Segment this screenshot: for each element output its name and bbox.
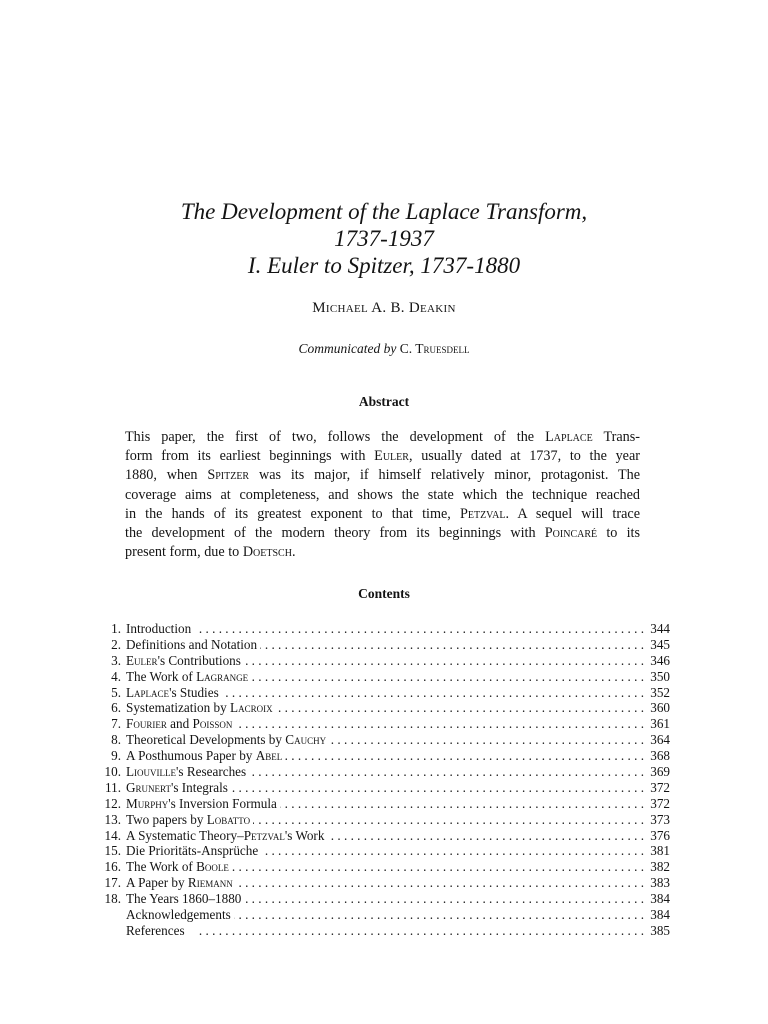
author-name <box>0 300 768 317</box>
toc-entry-page: 369 <box>650 764 670 780</box>
text-run: in the hands of its greatest exponent to that time, <box>125 505 460 522</box>
small-caps-name: Petzval <box>459 505 506 522</box>
toc-entry <box>96 923 670 939</box>
communicated-label: Communicated by <box>298 341 397 356</box>
toc-entry <box>96 669 670 685</box>
toc-dot-leader <box>285 748 644 764</box>
author-first-initial: M <box>312 300 326 316</box>
small-caps-name: Riemann <box>187 875 233 891</box>
toc-entry-title <box>126 685 222 701</box>
small-caps-name: Doetsch <box>242 544 292 561</box>
text-run: the development of the modern theory from its beginnings with <box>125 525 545 542</box>
toc-dot-leader <box>327 828 644 844</box>
toc-entry-title <box>126 748 285 764</box>
text-run: Two papers by <box>126 811 207 827</box>
toc-entry-page: 360 <box>650 700 670 716</box>
text-run: This paper, the first of two, follows the development of the <box>125 429 546 445</box>
abstract-line <box>125 486 640 505</box>
toc-entry <box>96 748 670 764</box>
toc-entry-page: 364 <box>650 732 670 748</box>
toc-entry-number: 5. <box>111 684 121 700</box>
toc-entry <box>96 907 670 923</box>
toc-entry <box>96 843 670 859</box>
text-run: Trans- <box>592 429 640 445</box>
small-caps-name: Fourier <box>126 716 167 732</box>
abstract-line <box>125 428 640 447</box>
title-line-1: The Development of the Laplace Transform, <box>180 199 588 224</box>
toc-entry-page: 383 <box>650 875 670 891</box>
toc-entry-title <box>126 891 244 907</box>
small-caps-name: Lobatto <box>206 811 251 827</box>
text-run: 's Integrals <box>170 779 228 795</box>
toc-entry-number: 4. <box>111 668 121 684</box>
abstract-text <box>125 428 640 562</box>
toc-entry-number: 6. <box>111 700 121 716</box>
small-caps-name: Euler <box>126 652 158 668</box>
toc-dot-leader <box>251 669 644 685</box>
toc-entry-title <box>126 700 276 716</box>
text-run: . A sequel will trace <box>505 505 640 522</box>
toc-entry <box>96 780 670 796</box>
abstract-line <box>125 447 640 466</box>
text-run: Acknowledgements <box>126 907 231 923</box>
toc-dot-leader <box>249 764 644 780</box>
toc-entry <box>96 716 670 732</box>
text-run: A Paper by <box>126 875 188 891</box>
paper-title <box>0 198 768 279</box>
toc-entry <box>96 796 670 812</box>
author-first-rest: ichael <box>325 300 369 316</box>
text-run: to its <box>597 525 640 542</box>
toc-entry <box>96 685 670 701</box>
abstract-line <box>125 505 640 524</box>
text-run: Introduction <box>126 621 192 636</box>
toc-entry-number: 18. <box>104 891 121 907</box>
toc-entry-page: 345 <box>650 636 670 652</box>
text-run: 's Studies <box>169 684 219 700</box>
communicator-initial: C. <box>396 341 416 356</box>
title-line-2: 1737-1937 <box>334 226 434 251</box>
toc-entry-page: 361 <box>650 716 670 732</box>
abstract-heading: Abstract <box>358 394 410 409</box>
small-caps-name: Liouville <box>126 764 177 780</box>
table-of-contents <box>96 621 670 939</box>
toc-entry-number: 9. <box>111 748 121 764</box>
text-run: Systematization by <box>126 700 231 716</box>
toc-dot-leader <box>194 621 644 637</box>
small-caps-name: Euler <box>374 448 409 465</box>
text-run: 's Researches <box>176 764 247 780</box>
toc-entry-page: 346 <box>650 652 670 668</box>
toc-entry-number: 1. <box>111 621 121 636</box>
author-last-initial: D <box>408 300 421 316</box>
toc-entry-page: 373 <box>650 811 670 827</box>
text-run: Theoretical Developments by <box>126 732 286 748</box>
text-run: 's Contributions <box>157 652 241 668</box>
toc-entry-title <box>126 923 188 939</box>
toc-dot-leader <box>188 923 644 939</box>
small-caps-name: Poisson <box>192 716 233 732</box>
toc-dot-leader <box>253 812 644 828</box>
toc-entry-page: 372 <box>650 779 670 795</box>
toc-entry <box>96 700 670 716</box>
text-run: Definitions and Notation <box>126 636 258 652</box>
toc-entry <box>96 621 670 637</box>
small-caps-name: Lagrange <box>196 668 249 684</box>
toc-entry-title <box>126 796 280 812</box>
toc-entry <box>96 732 670 748</box>
toc-entry <box>96 637 670 653</box>
toc-dot-leader <box>329 732 644 748</box>
toc-entry <box>96 764 670 780</box>
toc-entry <box>96 875 670 891</box>
toc-entry-page: 344 <box>650 621 670 636</box>
communicator-cap: T <box>415 341 424 356</box>
toc-entry-title <box>126 875 236 891</box>
toc-dot-leader <box>244 891 644 907</box>
toc-entry-title <box>126 859 232 875</box>
text-run: was its major, if himself relatively minor, protagonist. The <box>249 467 640 484</box>
toc-entry-number: 12. <box>104 795 121 811</box>
author-last-rest: eakin <box>420 300 456 316</box>
small-caps-name: Grunert <box>126 779 171 795</box>
text-run: , usually dated at 1737, to the year <box>408 448 640 465</box>
small-caps-name: Poincaré <box>544 525 598 542</box>
text-run: The Work of <box>126 859 197 875</box>
toc-entry-page: 350 <box>650 668 670 684</box>
toc-entry-number: 15. <box>104 843 121 859</box>
small-caps-name: Boole <box>196 859 229 875</box>
small-caps-name: Laplace <box>126 684 170 700</box>
text-run: The Years 1860–1880 <box>126 891 242 907</box>
toc-entry-title <box>126 843 261 859</box>
small-caps-name: Laplace <box>545 429 593 445</box>
toc-dot-leader <box>261 843 644 859</box>
toc-entry-number: 8. <box>111 732 121 748</box>
toc-entry-page: 352 <box>650 684 670 700</box>
toc-entry-number: 13. <box>104 811 121 827</box>
toc-dot-leader <box>235 716 644 732</box>
toc-entry-title <box>126 653 244 669</box>
small-caps-name: Murphy <box>126 795 169 811</box>
small-caps-name: Spitzer <box>207 467 250 484</box>
toc-entry-number: 14. <box>104 827 121 843</box>
toc-dot-leader <box>232 859 644 875</box>
text-run: Die Prioritäts-Ansprüche <box>126 843 259 859</box>
text-run: A Systematic Theory– <box>126 827 244 843</box>
toc-entry-title <box>126 907 234 923</box>
toc-entry-title <box>126 780 231 796</box>
toc-dot-leader <box>231 780 644 796</box>
text-run: form from its earliest beginnings with <box>125 448 375 465</box>
text-run: 's Work <box>284 827 325 843</box>
text-run: A Posthumous Paper by <box>126 748 256 764</box>
toc-entry-number: 17. <box>104 875 121 891</box>
toc-dot-leader <box>276 700 644 716</box>
abstract-line <box>125 524 640 543</box>
toc-entry-title <box>126 764 249 780</box>
toc-entry-title <box>126 669 251 685</box>
small-caps-name: Abel <box>255 748 283 764</box>
toc-entry <box>96 859 670 875</box>
text-run: coverage aims at completeness, and shows the state which the technique reached <box>125 486 640 503</box>
text-run: and <box>166 716 193 732</box>
text-run: References <box>126 922 185 938</box>
toc-entry-page: 376 <box>650 827 670 843</box>
toc-entry-number: 3. <box>111 652 121 668</box>
toc-dot-leader <box>234 907 644 923</box>
toc-entry-title <box>126 732 329 748</box>
toc-entry-number: 16. <box>104 859 121 875</box>
small-caps-name: Cauchy <box>285 732 327 748</box>
text-run: 1880, when <box>125 467 208 484</box>
toc-dot-leader <box>280 796 644 812</box>
abstract-line <box>125 543 640 562</box>
toc-entry-page: 372 <box>650 795 670 811</box>
toc-entry-number: 2. <box>111 636 121 652</box>
communicated-by <box>0 341 768 357</box>
toc-entry-page: 384 <box>650 891 670 907</box>
toc-entry-number: 11. <box>105 779 121 795</box>
toc-entry-page: 381 <box>650 843 670 859</box>
toc-entry-title <box>126 716 235 732</box>
toc-entry-title <box>126 621 194 637</box>
toc-entry-title <box>126 637 260 653</box>
title-line-3: I. Euler to Spitzer, 1737-1880 <box>247 253 521 278</box>
toc-entry <box>96 891 670 907</box>
toc-entry-number: 7. <box>111 716 121 732</box>
text-run: 's Inversion Formula <box>168 795 277 811</box>
toc-entry <box>96 828 670 844</box>
text-run: The Work of <box>126 668 197 684</box>
toc-dot-leader <box>236 875 644 891</box>
toc-entry-page: 382 <box>650 859 670 875</box>
toc-entry-page: 368 <box>650 748 670 764</box>
contents-heading: Contents <box>358 586 410 601</box>
toc-entry <box>96 653 670 669</box>
toc-entry-number: 10. <box>104 764 121 780</box>
small-caps-name: Lacroix <box>230 700 273 716</box>
toc-entry-title <box>126 828 327 844</box>
toc-entry-title <box>126 812 253 828</box>
toc-dot-leader <box>260 637 644 653</box>
abstract-line <box>125 466 640 485</box>
toc-dot-leader <box>244 653 644 669</box>
author-middle: A. B. <box>368 300 409 316</box>
small-caps-name: Petzval <box>243 827 285 843</box>
communicator-rest: ruesdell <box>423 341 470 356</box>
toc-entry <box>96 812 670 828</box>
toc-entry-page: 384 <box>650 907 670 923</box>
toc-entry-page: 385 <box>650 922 670 938</box>
text-run: . <box>291 544 296 561</box>
toc-dot-leader <box>222 685 644 701</box>
text-run: present form, due to <box>125 544 243 561</box>
